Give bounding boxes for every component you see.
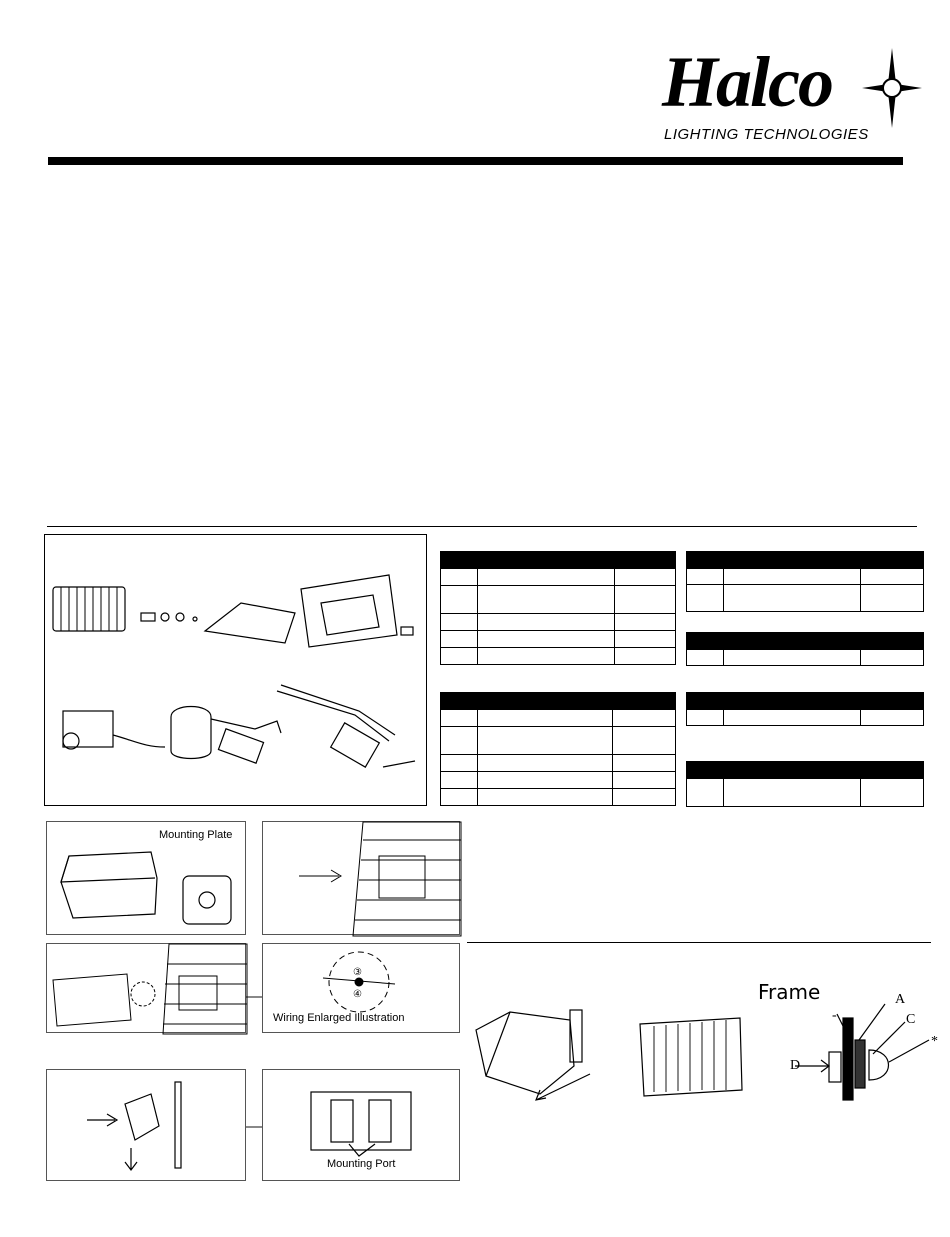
frame-section-drawing <box>785 1000 935 1100</box>
spec-table-1 <box>440 551 676 665</box>
frame-label: Frame <box>758 980 821 1004</box>
step-panel-4 <box>262 943 460 1033</box>
step-panel-1 <box>46 821 246 935</box>
table-row <box>441 789 676 806</box>
table-header <box>687 633 924 650</box>
step-panel-5 <box>46 1069 246 1181</box>
panel-label: Wiring Enlarged Illustration <box>273 1012 405 1024</box>
step-panel-3 <box>46 943 246 1033</box>
spec-table-4 <box>686 632 924 666</box>
diagram-letter-star: * <box>931 1034 938 1049</box>
spec-table-3 <box>686 551 924 612</box>
spec-table-6 <box>686 761 924 807</box>
fixture-drawing <box>47 822 247 936</box>
diagram-letter-d: D <box>790 1058 801 1073</box>
wiring-drawing <box>47 944 247 1034</box>
wall-mount-drawing <box>263 822 461 936</box>
diagram-letter-c: C <box>906 1012 916 1027</box>
table-header <box>687 693 924 710</box>
parts-illustration <box>44 534 427 806</box>
diagram-letter-a: A <box>895 992 906 1007</box>
table-header <box>687 552 924 569</box>
panel-label: Mounting Port <box>327 1158 396 1170</box>
fixture-front-drawing <box>630 1012 760 1112</box>
visor-assembly-drawing <box>470 1000 600 1120</box>
table-row <box>441 710 676 727</box>
step-panel-2 <box>262 821 460 935</box>
install-drawing <box>47 1070 247 1182</box>
header-rule <box>48 157 903 165</box>
compass-star-icon <box>862 48 922 128</box>
table-row <box>687 585 924 612</box>
table-row <box>687 569 924 585</box>
table-row <box>441 569 676 586</box>
table-row <box>441 772 676 789</box>
wire-mark-3: ③ <box>353 967 362 978</box>
table-row <box>441 614 676 631</box>
table-row <box>441 631 676 648</box>
brand-name: Halco <box>662 42 832 122</box>
table-row <box>687 710 924 726</box>
table-header <box>441 693 676 710</box>
panel-connector <box>246 996 262 998</box>
panel-label: Mounting Plate <box>159 829 233 841</box>
table-row <box>687 650 924 666</box>
table-row <box>441 727 676 755</box>
table-row <box>441 648 676 665</box>
diagram-letter-minus: - <box>832 1008 837 1023</box>
spec-table-5 <box>686 692 924 726</box>
parts-drawing <box>45 535 428 807</box>
table-row <box>687 779 924 807</box>
table-row <box>441 586 676 614</box>
table-header <box>441 552 676 569</box>
table-header <box>687 762 924 779</box>
brand-tagline: LIGHTING TECHNOLOGIES <box>664 126 869 143</box>
spec-table-2 <box>440 692 676 806</box>
section-rule <box>47 526 917 527</box>
diagram-rule <box>467 942 931 943</box>
wire-mark-4: ④ <box>353 989 362 1000</box>
table-row <box>441 755 676 772</box>
step-panel-6 <box>262 1069 460 1181</box>
panel-connector <box>246 1126 262 1128</box>
